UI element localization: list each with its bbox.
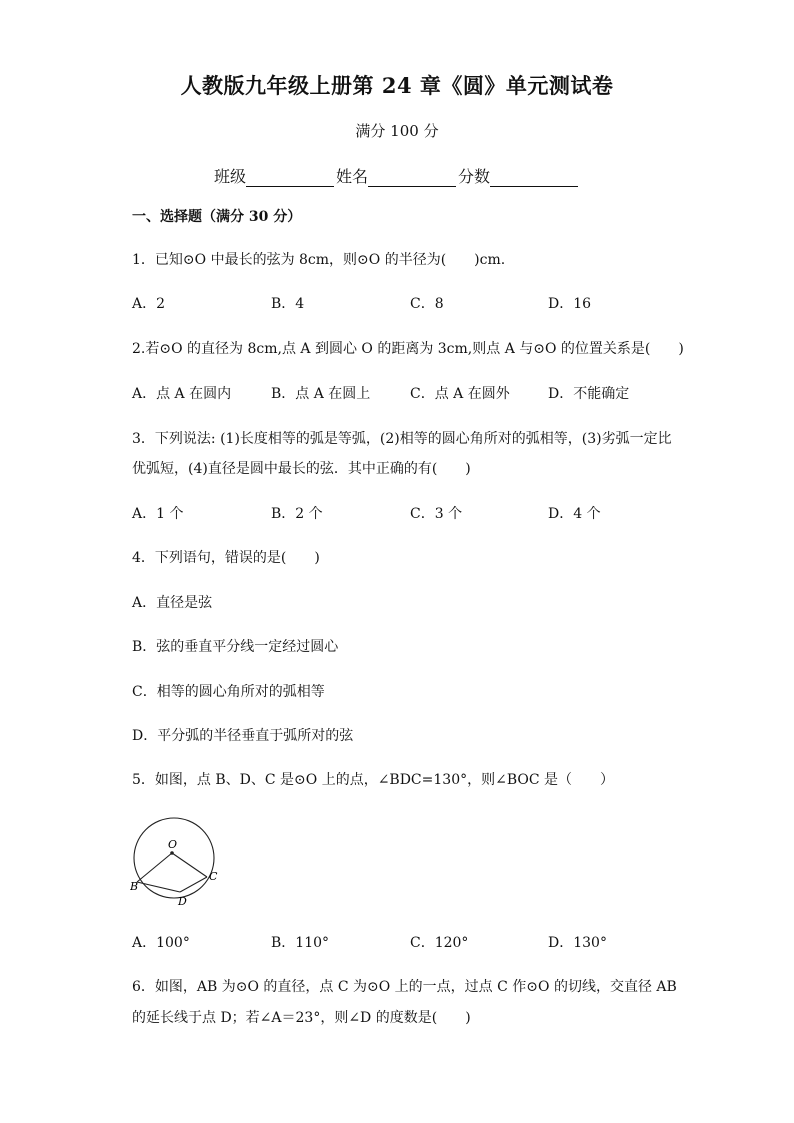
question-6-stem-line1: 6．如图，AB 为⊙O 的直径，点 C 为⊙O 上的一点，过点 C 作⊙O 的切线，交直径 AB bbox=[132, 979, 677, 995]
label-b: B bbox=[130, 880, 139, 893]
q5-option-c: C．120° bbox=[410, 935, 469, 951]
name-blank[interactable] bbox=[368, 168, 456, 187]
q3-option-d: D．4 个 bbox=[548, 506, 601, 522]
question-2-stem: 2.若⊙O 的直径为 8cm,点 A 到圆心 O 的距离为 3cm,则点 A 与⊙O 的位置关系是( ) bbox=[132, 341, 684, 357]
score-label: 分数 bbox=[458, 167, 491, 186]
circle-o bbox=[134, 818, 214, 898]
score-blank[interactable] bbox=[490, 168, 578, 187]
q5-option-b: B．110° bbox=[271, 935, 330, 951]
label-d: D bbox=[178, 895, 187, 908]
name-label: 姓名 bbox=[335, 167, 368, 186]
circle-figure bbox=[130, 812, 220, 908]
full-score: 满分 100 分 bbox=[355, 122, 439, 140]
q3-option-c: C．3 个 bbox=[410, 506, 463, 522]
q5-option-a: A．100° bbox=[132, 935, 190, 951]
radius-oc bbox=[172, 853, 207, 877]
label-c: C bbox=[209, 870, 218, 883]
q1-option-b: B．4 bbox=[271, 296, 305, 312]
q3-option-b: B．2 个 bbox=[271, 506, 323, 522]
question-1-stem: 1．已知⊙O 中最长的弦为 8cm，则⊙O 的半径为( )cm. bbox=[132, 252, 506, 268]
q1-option-c: C．8 bbox=[410, 296, 444, 312]
section-heading: 一、选择题（满分 30 分） bbox=[132, 209, 302, 225]
page-title: 人教版九年级上册第 24 章《圆》单元测试卷 bbox=[180, 73, 614, 98]
q4-option-d: D．平分弧的半径垂直于弧所对的弦 bbox=[132, 728, 354, 744]
q1-option-d: D．16 bbox=[548, 296, 592, 312]
class-blank[interactable] bbox=[246, 168, 334, 187]
q3-option-a: A．1 个 bbox=[132, 506, 184, 522]
radius-ob bbox=[137, 853, 172, 882]
center-dot bbox=[170, 851, 174, 855]
q4-option-a: A．直径是弦 bbox=[132, 595, 213, 611]
label-o: O bbox=[168, 838, 178, 851]
q2-option-d: D．不能确定 bbox=[548, 386, 630, 402]
question-3-stem-line2: 优弧短，(4)直径是圆中最长的弦．其中正确的有( ) bbox=[132, 461, 471, 477]
chord-bd bbox=[137, 882, 180, 892]
q4-option-b: B．弦的垂直平分线一定经过圆心 bbox=[132, 639, 339, 655]
class-label: 班级 bbox=[213, 167, 246, 186]
question-4-stem: 4．下列语句，错误的是( ) bbox=[132, 550, 320, 566]
q2-option-a: A．点 A 在圆内 bbox=[132, 386, 232, 402]
chord-dc bbox=[180, 877, 207, 892]
q1-option-a: A．2 bbox=[132, 296, 166, 312]
q2-option-c: C．点 A 在圆外 bbox=[410, 386, 510, 402]
q4-option-c: C．相等的圆心角所对的弧相等 bbox=[132, 684, 325, 700]
question-5-stem: 5．如图，点 B、D、C 是⊙O 上的点，∠BDC=130°，则∠BOC 是（ ） bbox=[132, 772, 615, 788]
question-6-stem-line2: 的延长线于点 D；若∠A＝23°，则∠D 的度数是( ) bbox=[132, 1010, 471, 1026]
student-info-row bbox=[0, 164, 794, 187]
q2-option-b: B．点 A 在圆上 bbox=[271, 386, 371, 402]
question-3-stem-line1: 3．下列说法: (1)长度相等的弧是等弧，(2)相等的圆心角所对的弧相等，(3)劣弧一定比 bbox=[132, 431, 672, 447]
q5-option-d: D．130° bbox=[548, 935, 607, 951]
